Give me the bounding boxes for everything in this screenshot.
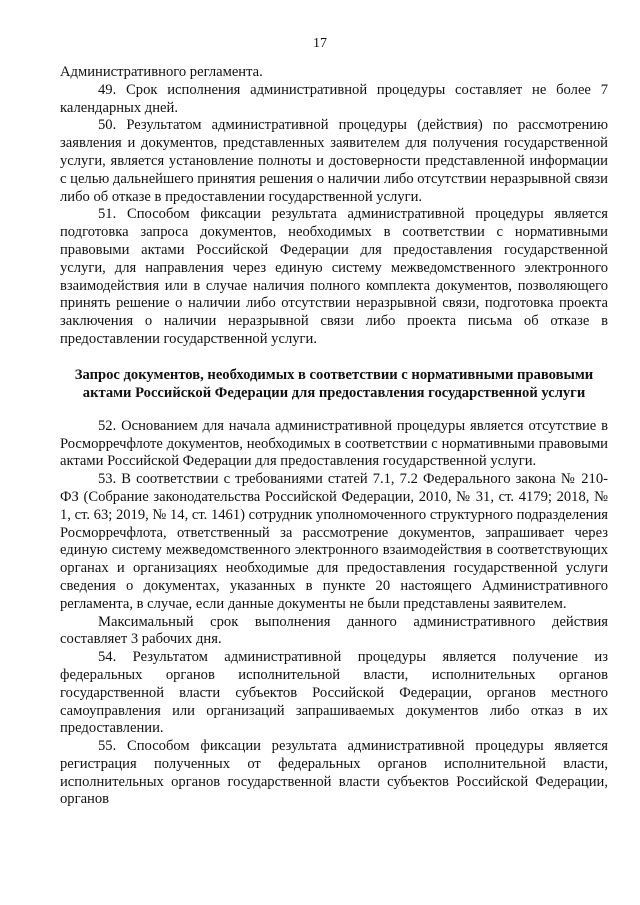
paragraph-54: 54. Результатом административной процедуры является получение из федеральных органов исполнительной власти, исполнительных органов государственной власти субъектов Российской Федерации, органов местного самоуправления или организаций запрашиваемых документов либо отказ в их предоставлении.	[60, 649, 608, 737]
paragraph-55: 55. Способом фиксации результата административной процедуры является регистрация полученных от федеральных органов исполнительной власти, исполнительных органов государственной власти субъектов Российской Федерации, органов	[60, 738, 608, 808]
paragraph-53: 53. В соответствии с требованиями статей 7.1, 7.2 Федерального закона № 210-ФЗ (Собрание законодательства Российской Федерации, 2010, № 31, ст. 4179; 2018, № 1, ст. 63; 2019, № 14, ст. 1461) сотрудник уполномоченного структурного подразделения Росморречфлота, ответственный за рассмотрение документов, запрашивает через единую систему межведомственного электронного взаимодействия в соответствующих органах и организациях необходимые для предоставления государственной услуги сведения о документах, указанных в пункте 20 настоящего Административного регламента, в случае, если данные документы не были представлены заявителем.	[60, 471, 608, 612]
paragraph-51: 51. Способом фиксации результата административной процедуры является подготовка запроса документов, необходимых в соответствии с нормативными правовыми актами Российской Федерации для предоставления государственной услуги, для направления через единую систему межведомственного электронного взаимодействия или в случае наличия полного комплекта документов, позволяющего принять решение о наличии либо отсутствии неразрывной связи, подготовка проекта заключения о наличии неразрывной связи либо проекта письма об отказе в предоставлении государственной услуги.	[60, 206, 608, 347]
paragraph-49: 49. Срок исполнения административной процедуры составляет не более 7 календарных дней.	[60, 81, 608, 116]
paragraph-52: 52. Основанием для начала административной процедуры является отсутствие в Росморречфлоте документов, необходимых в соответствии с нормативными правовыми актами Российской Федерации для предоставления государственной услуги.	[60, 417, 608, 470]
section-heading: Запрос документов, необходимых в соответствии с нормативными правовыми актами Российской Федерации для предоставления государственной услуги	[74, 366, 594, 401]
page-number: 17	[313, 36, 327, 51]
paragraph-50: 50. Результатом административной процедуры (действия) по рассмотрению заявления и документов, представленных заявителем для получения государственной услуги, является установление полноты и достоверности представленной информации с целью дальнейшего принятия решения о наличии либо отсутствии неразрывной связи либо об отказе в предоставлении государственной услуги.	[60, 117, 608, 205]
document-body	[60, 64, 608, 809]
paragraph-max-term: Максимальный срок выполнения данного административного действия составляет 3 рабочих дня.	[60, 613, 608, 648]
paragraph-continuation: Административного регламента.	[60, 64, 263, 80]
